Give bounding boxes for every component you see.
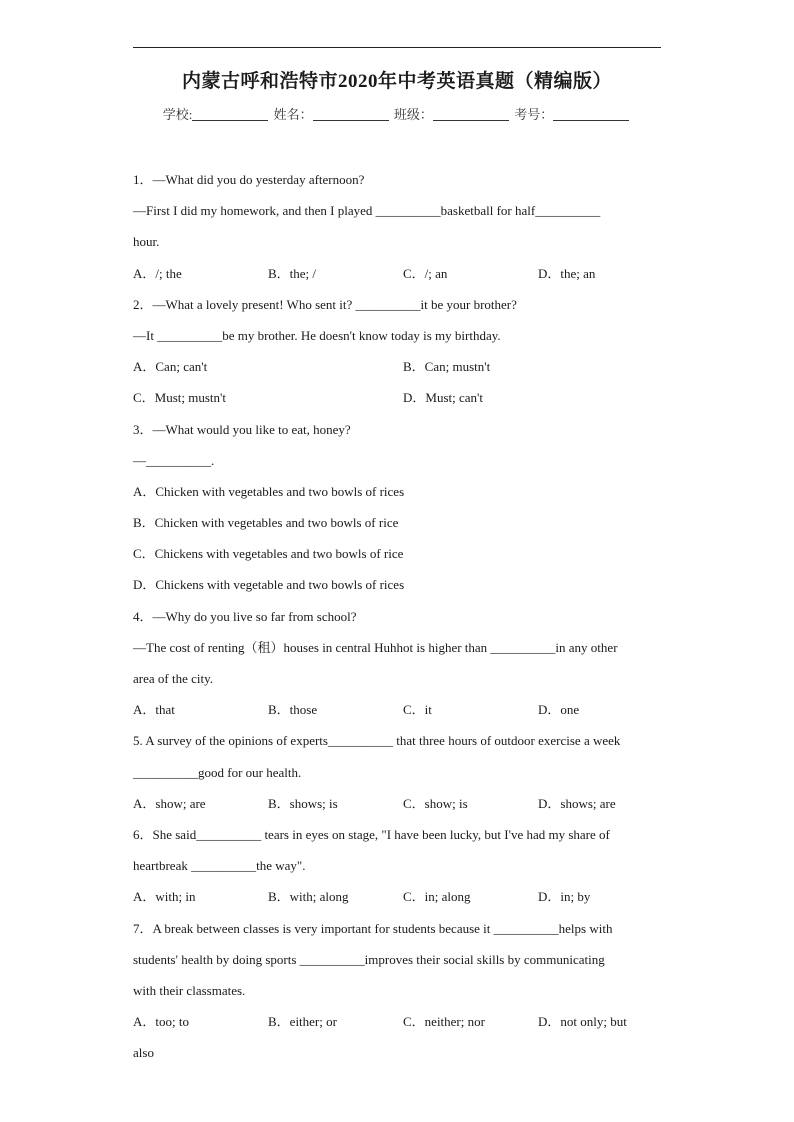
question-text-line: 4．—Why do you live so far from school? bbox=[133, 608, 357, 624]
option-b[interactable]: B．Can; mustn't bbox=[403, 359, 491, 375]
question-text-line: —The cost of renting（租）houses in central Huhhot is higher than __________in any other bbox=[133, 639, 618, 655]
question-text-line: —__________. bbox=[133, 452, 215, 468]
option-b[interactable]: B．Chicken with vegetables and two bowls of rice bbox=[133, 515, 399, 531]
question-text-line: with their classmates. bbox=[133, 982, 246, 998]
option-a[interactable]: A．too; to bbox=[133, 1014, 189, 1030]
exam-number-label: 考号： bbox=[514, 107, 554, 122]
exam-number-blank[interactable] bbox=[553, 107, 629, 121]
name-blank[interactable] bbox=[313, 107, 389, 121]
question-text-line: __________good for our health. bbox=[133, 764, 302, 780]
question-text-line: area of the city. bbox=[133, 671, 213, 686]
options-row bbox=[133, 388, 673, 419]
question-text-line: —It __________be my brother. He doesn't know today is my birthday. bbox=[133, 327, 501, 343]
options-row bbox=[133, 544, 673, 575]
question-text-line: 5. A survey of the opinions of experts__________ that three hours of outdoor exercise a week bbox=[133, 733, 621, 749]
options-row bbox=[133, 794, 673, 825]
option-d[interactable]: D．not only; but bbox=[538, 1014, 627, 1030]
option-b[interactable]: B．those bbox=[268, 702, 318, 718]
option-continuation: also bbox=[133, 1045, 154, 1061]
question-4 bbox=[133, 607, 673, 732]
question-6 bbox=[133, 825, 673, 919]
question-list bbox=[133, 170, 673, 1074]
options-row bbox=[133, 887, 673, 918]
options-row bbox=[133, 575, 673, 606]
question-5 bbox=[133, 731, 673, 825]
question-text-line: —First I did my homework, and then I played __________basketball for half__________ bbox=[133, 203, 601, 219]
option-c[interactable]: C．neither; nor bbox=[403, 1014, 485, 1030]
option-b[interactable]: B．with; along bbox=[268, 889, 349, 905]
option-b[interactable]: B．either; or bbox=[268, 1014, 337, 1030]
question-7 bbox=[133, 919, 673, 1075]
question-text-line: 6．She said__________ tears in eyes on stage, "I have been lucky, but I've had my share of bbox=[133, 826, 610, 842]
option-c[interactable]: C．Must; mustn't bbox=[133, 390, 226, 406]
options-row bbox=[133, 513, 673, 544]
question-2 bbox=[133, 295, 673, 420]
top-rule bbox=[133, 47, 661, 48]
options-row bbox=[133, 700, 673, 731]
school-blank[interactable] bbox=[192, 107, 268, 121]
option-a[interactable]: A．/; the bbox=[133, 265, 182, 281]
question-text-line: 7．A break between classes is very important for students because it __________helps with bbox=[133, 920, 613, 936]
question-text-line: 2．—What a lovely present! Who sent it? __________it be your brother? bbox=[133, 296, 517, 312]
option-d[interactable]: D．Must; can't bbox=[403, 390, 483, 406]
option-d[interactable]: D．one bbox=[538, 702, 580, 718]
question-text-line: 3．—What would you like to eat, honey? bbox=[133, 421, 351, 437]
question-1 bbox=[133, 170, 673, 295]
question-text-line: 1．—What did you do yesterday afternoon? bbox=[133, 172, 365, 187]
question-text-line: students' health by doing sports __________improves their social skills by communicating bbox=[133, 951, 605, 967]
question-text-line: hour. bbox=[133, 234, 160, 250]
student-info-row bbox=[0, 104, 794, 123]
options-row bbox=[133, 264, 673, 295]
option-a[interactable]: A．with; in bbox=[133, 889, 196, 905]
option-c[interactable]: C．show; is bbox=[403, 795, 468, 811]
name-label: 姓名： bbox=[273, 107, 313, 122]
page-title: 内蒙古呼和浩特市2020年中考英语真题（精编版） bbox=[181, 71, 612, 92]
class-label: 班级： bbox=[393, 107, 433, 122]
option-a[interactable]: A．show; are bbox=[133, 795, 206, 811]
option-d[interactable]: D．the; an bbox=[538, 265, 596, 281]
options-row bbox=[133, 482, 673, 513]
option-c[interactable]: C．/; an bbox=[403, 265, 448, 281]
option-b[interactable]: B．the; / bbox=[268, 265, 317, 281]
option-d[interactable]: D．in; by bbox=[538, 889, 591, 905]
option-a[interactable]: A．Chicken with vegetables and two bowls of rices bbox=[133, 483, 405, 499]
option-c[interactable]: C．Chickens with vegetables and two bowls of rice bbox=[133, 546, 404, 562]
option-c[interactable]: C．in; along bbox=[403, 889, 471, 905]
school-label: 学校: bbox=[162, 107, 193, 122]
option-a[interactable]: A．Can; can't bbox=[133, 359, 208, 375]
question-text-line: heartbreak __________the way". bbox=[133, 858, 306, 874]
option-b[interactable]: B．shows; is bbox=[268, 795, 338, 811]
options-row bbox=[133, 1012, 673, 1043]
option-a[interactable]: A．that bbox=[133, 702, 175, 718]
options-row bbox=[133, 357, 673, 388]
option-d[interactable]: D．shows; are bbox=[538, 795, 616, 811]
option-c[interactable]: C．it bbox=[403, 702, 432, 718]
class-blank[interactable] bbox=[433, 107, 509, 121]
option-d[interactable]: D．Chickens with vegetable and two bowls of rices bbox=[133, 577, 405, 593]
question-3 bbox=[133, 420, 673, 607]
